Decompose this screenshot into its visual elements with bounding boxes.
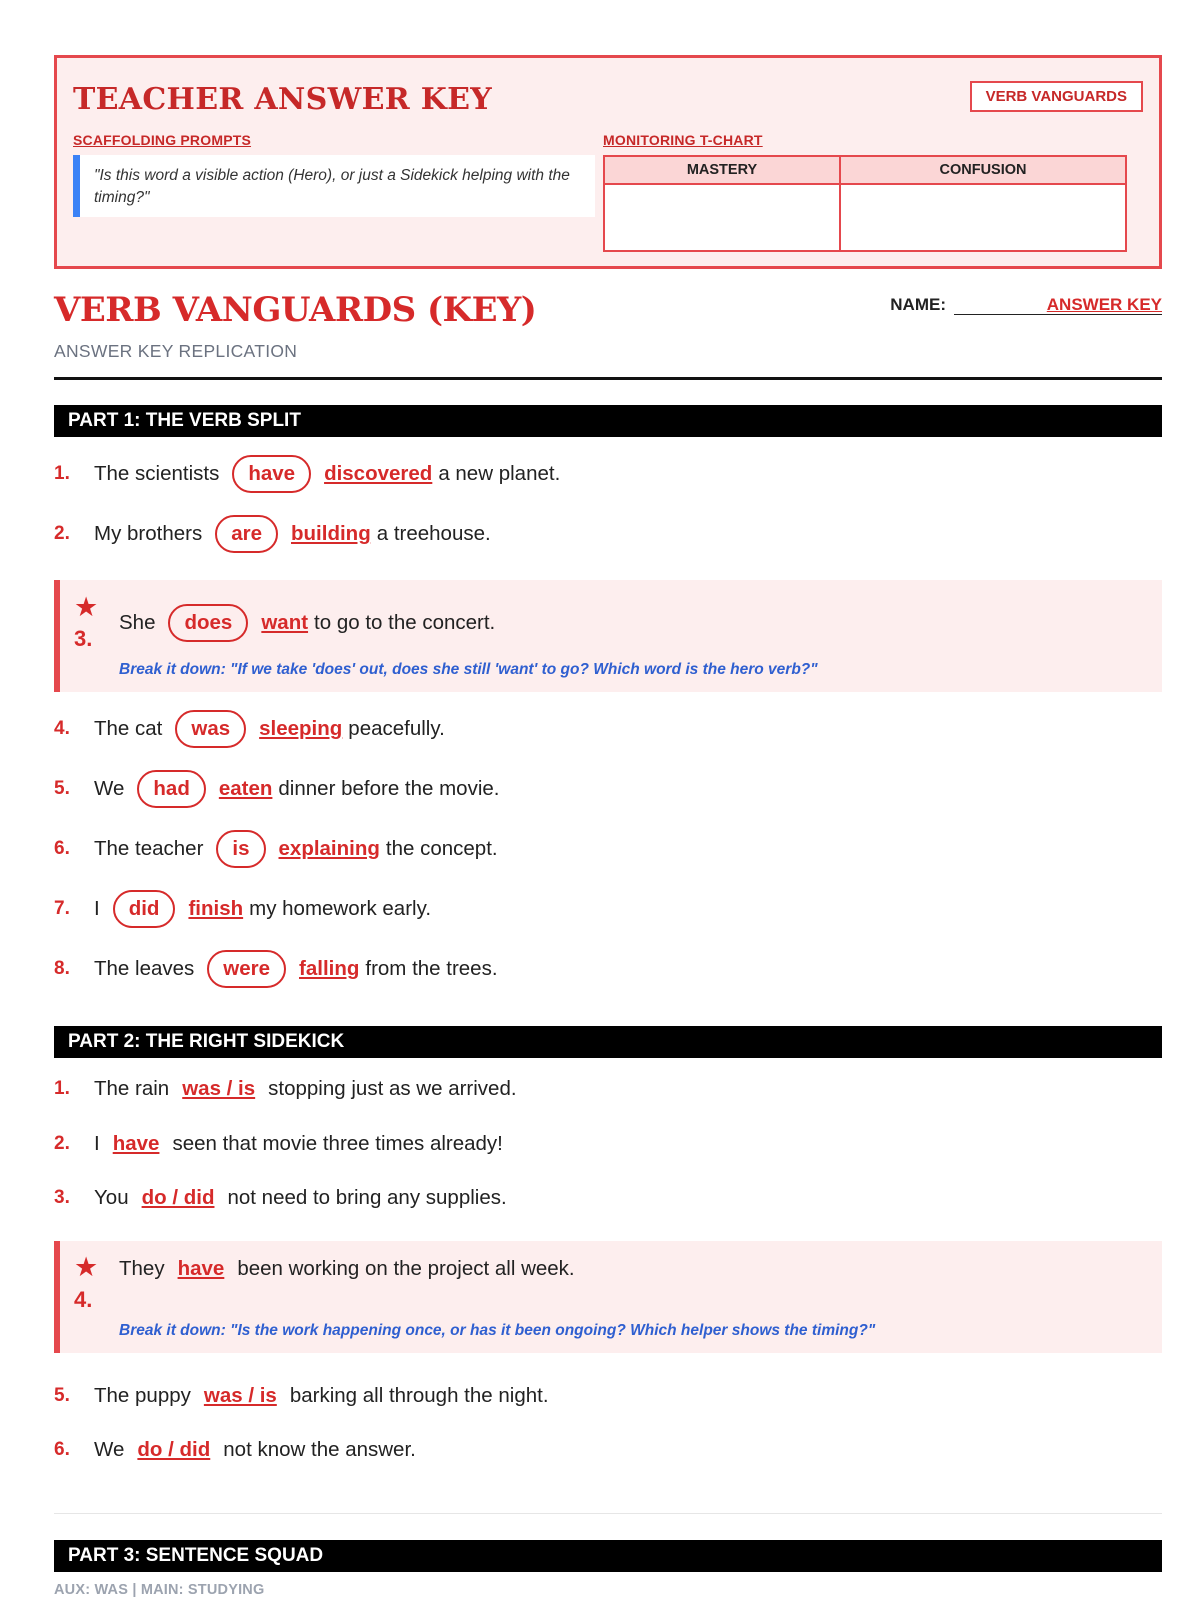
- main-verb-underline: discovered: [324, 462, 433, 485]
- aux-verb-circle: had: [137, 770, 205, 808]
- name-label: NAME:: [890, 295, 946, 314]
- item-number: 7.: [54, 898, 70, 919]
- part2-item-3: [54, 1186, 1162, 1210]
- item-subject: The teacher: [94, 837, 204, 860]
- item-subject: The cat: [94, 717, 163, 740]
- item-number: 5.: [54, 1385, 70, 1406]
- sidekick-answer: do / did: [137, 1438, 211, 1461]
- item-number: 2.: [54, 1133, 70, 1154]
- item-number: 3.: [54, 1187, 70, 1208]
- item-subject: The puppy: [94, 1384, 191, 1407]
- item-rest: a treehouse.: [376, 522, 491, 545]
- part1-item-5: [54, 770, 1162, 808]
- sidekick-answer: have: [177, 1257, 225, 1280]
- header-divider: [54, 377, 1162, 380]
- tchart-cell-mastery[interactable]: [605, 185, 841, 250]
- scaffolding-prompt: "Is this word a visible action (Hero), or just a Sidekick helping with the timing?": [73, 155, 595, 217]
- worksheet-subtitle: ANSWER KEY REPLICATION: [54, 341, 298, 361]
- item-subject: The scientists: [94, 462, 220, 485]
- break-it-down-hint: Break it down: "If we take 'does' out, does she still 'want' to go? Which word is the hero verb?": [119, 661, 818, 678]
- item-subject: The rain: [94, 1077, 170, 1100]
- part1-banner: PART 1: THE VERB SPLIT: [54, 405, 1162, 437]
- item-subject: My brothers: [94, 522, 203, 545]
- item-number: 6.: [54, 1439, 70, 1460]
- aux-verb-circle: were: [207, 950, 286, 988]
- aux-verb-circle: did: [113, 890, 176, 928]
- aux-verb-circle: does: [168, 604, 248, 642]
- monitoring-tchart-label: MONITORING T-CHART: [603, 132, 763, 148]
- sidekick-answer: was / is: [182, 1077, 256, 1100]
- part1-item-6: [54, 830, 1162, 868]
- main-verb-underline: falling: [299, 957, 360, 980]
- item-rest: from the trees.: [365, 957, 498, 980]
- sidekick-answer: was / is: [203, 1384, 277, 1407]
- tchart-header-mastery: MASTERY: [605, 157, 841, 185]
- item-number: 6.: [54, 838, 70, 859]
- item-rest: a new planet.: [438, 462, 561, 485]
- part1-item-3-callout: [54, 580, 1162, 692]
- part1-item-7: [54, 890, 1162, 928]
- item-number: 4.: [54, 718, 70, 739]
- item-rest: barking all through the night.: [289, 1384, 549, 1407]
- item-rest: dinner before the movie.: [278, 777, 500, 800]
- item-number: 8.: [54, 958, 70, 979]
- main-verb-underline: building: [291, 522, 371, 545]
- scaffolding-prompts-label: SCAFFOLDING PROMPTS: [73, 132, 252, 148]
- main-verb-underline: finish: [188, 897, 244, 920]
- item-subject: I: [94, 1132, 100, 1155]
- item-rest: to go to the concert.: [314, 611, 496, 634]
- item-number: 2.: [54, 523, 70, 544]
- part2-item-2: [54, 1132, 1162, 1156]
- tchart-cell-confusion[interactable]: [841, 185, 1125, 250]
- item-rest: been working on the project all week.: [237, 1257, 575, 1280]
- item-number: 5.: [54, 778, 70, 799]
- part1-item-1: [54, 455, 1162, 493]
- aux-verb-circle: is: [216, 830, 265, 868]
- item-subject: They: [119, 1257, 165, 1280]
- part2-item-1: [54, 1077, 1162, 1101]
- aux-verb-circle: are: [215, 515, 278, 553]
- part2-item-4: [119, 1257, 575, 1281]
- teacher-key-panel: [54, 55, 1162, 269]
- item-rest: the concept.: [385, 837, 498, 860]
- item-subject: We: [94, 777, 125, 800]
- item-subject: I: [94, 897, 100, 920]
- main-verb-underline: explaining: [278, 837, 380, 860]
- break-it-down-hint: Break it down: "Is the work happening once, or has it been ongoing? Which helper shows the timing?": [119, 1322, 876, 1339]
- name-value[interactable]: ANSWER KEY: [954, 295, 1162, 315]
- item-rest: seen that movie three times already!: [172, 1132, 503, 1155]
- item-rest: not need to bring any supplies.: [227, 1186, 507, 1209]
- star-icon: ★: [74, 592, 99, 622]
- item-number: 1.: [54, 1078, 70, 1099]
- item-rest: stopping just as we arrived.: [268, 1077, 517, 1100]
- aux-verb-circle: have: [232, 455, 311, 493]
- part2-item-6: [54, 1438, 1162, 1462]
- item-rest: peacefully.: [348, 717, 445, 740]
- item-subject: She: [119, 611, 156, 634]
- item-rest: not know the answer.: [223, 1438, 416, 1461]
- sidekick-answer: have: [112, 1132, 160, 1155]
- main-verb-underline: sleeping: [259, 717, 343, 740]
- tchart-header-confusion: CONFUSION: [841, 157, 1125, 185]
- item-subject: You: [94, 1186, 129, 1209]
- part3-banner: PART 3: SENTENCE SQUAD: [54, 1540, 1162, 1572]
- main-verb-underline: eaten: [218, 777, 273, 800]
- section-divider: [54, 1513, 1162, 1514]
- item-number: 4.: [74, 1287, 93, 1312]
- item-subject: We: [94, 1438, 125, 1461]
- part1-item-3: [119, 604, 495, 642]
- part2-item-4-callout: [54, 1241, 1162, 1353]
- item-rest: my homework early.: [249, 897, 432, 920]
- part2-banner: PART 2: THE RIGHT SIDEKICK: [54, 1026, 1162, 1058]
- part1-item-8: [54, 950, 1162, 988]
- part3-note: AUX: WAS | MAIN: STUDYING: [54, 1582, 265, 1598]
- verb-vanguards-badge: VERB VANGUARDS: [970, 81, 1143, 112]
- name-field: [890, 295, 1162, 315]
- star-icon: ★: [74, 1252, 99, 1282]
- part2-item-5: [54, 1384, 1162, 1408]
- monitoring-tchart: [603, 155, 1127, 252]
- aux-verb-circle: was: [175, 710, 246, 748]
- teacher-key-title: TEACHER ANSWER KEY: [73, 82, 492, 117]
- sidekick-answer: do / did: [141, 1186, 215, 1209]
- part1-item-2: [54, 515, 1162, 553]
- part1-item-4: [54, 710, 1162, 748]
- item-number: 1.: [54, 463, 70, 484]
- main-verb-underline: want: [261, 611, 309, 634]
- worksheet-title: VERB VANGUARDS (KEY): [54, 290, 537, 330]
- item-number: 3.: [74, 626, 93, 651]
- item-subject: The leaves: [94, 957, 195, 980]
